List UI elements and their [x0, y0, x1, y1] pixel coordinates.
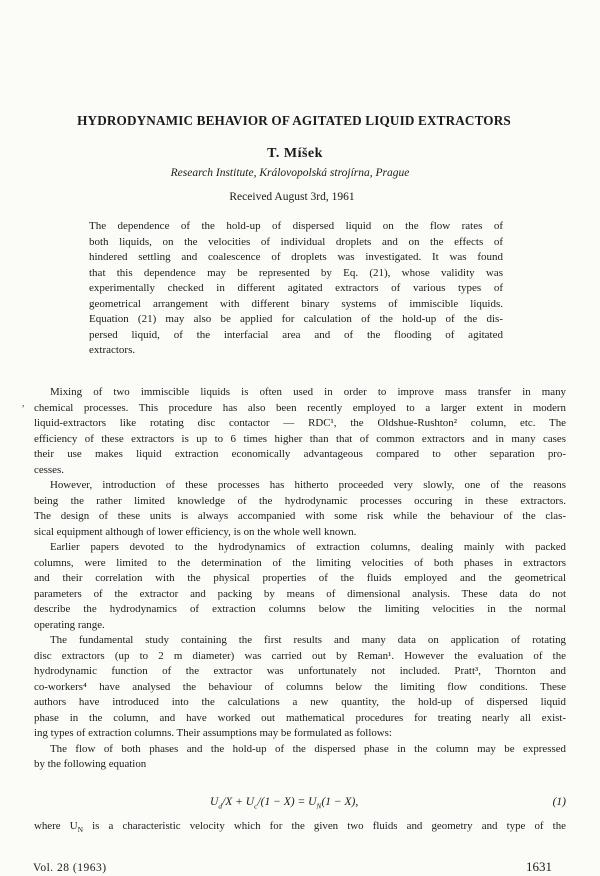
body-line: describe the hydrodynamics of extraction columns below the limiting velocities in the normal — [34, 603, 566, 615]
equation-expression: $U_d/X + U_c/(1 - X) = U_N(1 - X)$, — [210, 796, 359, 811]
body-line: The design of these units is always accompanied with some risk while the behaviour of the clas- — [34, 510, 566, 522]
body-line: by the following equation — [34, 758, 147, 770]
body-line: their use makes liquid extraction economically advantageous compared to other separation pro- — [34, 448, 566, 460]
body-line: The fundamental study containing the first results and many data on application of rotating — [50, 634, 566, 646]
margin-mark: , — [22, 398, 25, 409]
body-line: liquid-extractors like rotating disc contactor — RDC¹, the Oldshue-Rushton² column, etc. The — [34, 417, 566, 429]
article-author: T. Míšek — [267, 146, 323, 161]
abstract-line: persed liquid, of the interfacial area and of the flooding of agitated — [89, 328, 503, 341]
abstract-line: experimentally checked in different agitated extractors of various types of — [89, 282, 503, 294]
footer-volume: Vol. 28 (1963) — [33, 862, 107, 874]
body-line: The flow of both phases and the hold-up of the dispersed phase in the column may be expressed — [50, 742, 566, 755]
abstract-line: The dependence of the hold-up of dispersed liquid on the flow rates of — [89, 220, 503, 232]
body-line: efficiency of these extractors is up to 6 times higher than that of common extractors and in many cases — [34, 432, 566, 445]
equation-1 — [34, 796, 566, 814]
equation-number: (1) — [552, 796, 566, 808]
abstract-line: extractors. — [89, 344, 136, 356]
abstract — [89, 219, 503, 359]
body-line: co-workers⁴ have analysed the behaviour of columns below the limiting flow conditions. These — [34, 680, 566, 693]
author-affiliation: Research Institute, Královopolská strojírna, Prague — [170, 167, 410, 179]
abstract-line: both liquids, on the velocities of individual droplets and on the effects of — [89, 235, 503, 248]
body-line: operating range. — [34, 618, 105, 631]
body-line: authors have introduced into the calculations a new quantity, the hold-up of dispersed liquid — [34, 696, 566, 708]
article-title: HYDRODYNAMIC BEHAVIOR OF AGITATED LIQUID EXTRACTORS — [77, 113, 511, 128]
body-line: sical equipment although of lower efficiency, is on the whole well known. — [34, 525, 357, 538]
post-equation-text — [34, 819, 566, 835]
abstract-line: geometrical arrangement with different binary systems of immiscible liquids. — [89, 297, 503, 310]
body-line: Earlier papers devoted to the hydrodynamics of extraction columns, dealing mainly with packed — [50, 541, 566, 553]
body-line: ing types of extraction columns. Their assumptions may be formulated as follows: — [34, 727, 392, 739]
body-line: hydrodynamic function of the extractor was unfortunately not included. Pratt³, Thornton and — [34, 665, 566, 677]
body-line: disc extractors (up to 2 m diameter) was carried out by Reman¹. However the evaluation of the — [34, 649, 566, 662]
body-line: However, introduction of these processes has hitherto proceeded very slowly, one of the reasons — [50, 479, 566, 491]
body-line: Mixing of two immiscible liquids is often used in order to improve mass transfer in many — [50, 386, 566, 398]
body-text — [34, 385, 566, 773]
abstract-line: that this dependence may be represented by Eq. (21), whose validity was — [89, 266, 503, 279]
body-line: cesses. — [34, 463, 64, 476]
body-line: columns, were limited to the determination of the limiting velocities of both phases in extractors — [34, 556, 566, 569]
received-date: Received August 3rd, 1961 — [229, 191, 355, 203]
abstract-line: hindered settling and coalescence of droplets was investigated. It was found — [89, 251, 503, 263]
body-line: being the rather limited knowledge of the hydrodynamic processes occuring in these extractors. — [34, 494, 566, 507]
abstract-line: Equation (21) may also be applied for calculation of the hold-up of the dis- — [89, 313, 503, 325]
footer-page-number: 1631 — [526, 859, 552, 874]
body-line: and their correlation with the physical properties of the fluids employed and the geometrical — [34, 572, 566, 584]
body-line: phase in the column, and have worked out mathematical procedures for treating nearly all exist- — [34, 711, 566, 724]
body-line: parameters of the extractor and packing by means of dimensional analysis. These data do not — [34, 587, 566, 600]
body-line: chemical processes. This procedure has also been recently employed to a larger extent in modern — [34, 401, 566, 414]
post-equation-line: where $U_N$ is a characteristic velocity which for the given two fluids and geometry and type of the — [34, 820, 566, 835]
